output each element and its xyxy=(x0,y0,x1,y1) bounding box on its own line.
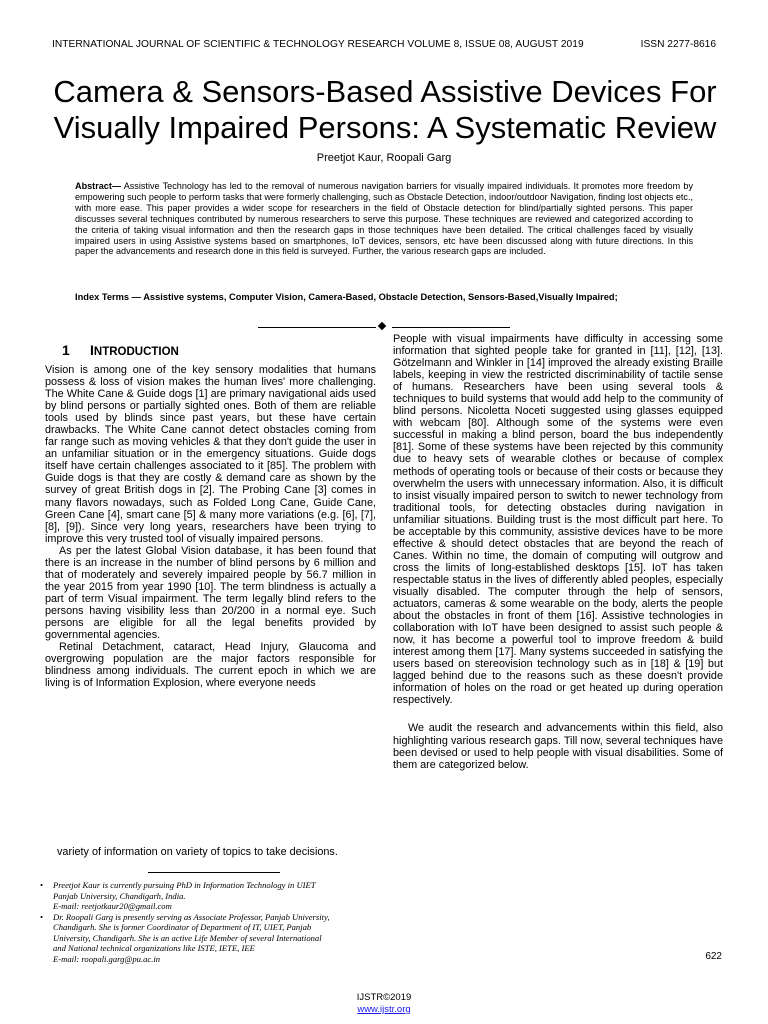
footnote-email: E-mail: roopali.garg@pu.ac.in xyxy=(53,953,161,964)
title-line-1: Camera & Sensors-Based Assistive Devices For xyxy=(53,74,717,109)
section-heading xyxy=(62,342,179,358)
journal-header: INTERNATIONAL JOURNAL OF SCIENTIFIC & TECHNOLOGY RESEARCH VOLUME 8, ISSUE 08, AUGUST 2019 xyxy=(52,39,584,50)
left-paragraph-1: Vision is among one of the key sensory modalities that humans possess & loss of vision makes the human lives' more challenging. The White Cane & Guide dogs [1] are primary navigational aids used by blind persons or partially sighted ones. Both of them are reliable tools used by blinds since past years, but these have certain drawbacks. The White Cane cannot detect obstacles coming from far range such as moving vehicles & that they don't guide the user in an unfamiliar situation or in the emergency situations. Guide dogs itself have certain challenges associated to it [85]. The problem with Guide dogs is that they are costly & demand care as shown by the survey of great British dogs in [2]. The Probing Cane [3] comes in many flavors nowadays, such as Folded Long Cane, Guide Cane, Green Cane [4], smart cane [5] & many more variations (e.g. [6], [7], [8], [9]). Since very long years, researchers have been trying to improve this very trusted tool of visually impaired persons. xyxy=(45,364,376,545)
diamond-icon xyxy=(378,322,386,330)
footer-link[interactable]: www.ijstr.org xyxy=(357,1004,411,1015)
page-number: 622 xyxy=(705,951,722,962)
left-paragraph-3: Retinal Detachment, cataract, Head Injury, Glaucoma and overgrowing population are the major factors responsible for blindness among individuals. The current epoch in which we are living is of Information Explosion, where everyone needs xyxy=(45,641,376,690)
footnote-line: Dr. Roopali Garg is presently serving as Associate Professor, Panjab University, xyxy=(53,911,330,922)
section-title-rest: NTRODUCTION xyxy=(93,346,179,358)
footnotes xyxy=(38,880,383,964)
footnote-email: E-mail: reetjotkaur20@gmail.com xyxy=(53,901,172,911)
abstract-label: Abstract— xyxy=(75,181,121,191)
footnote-bullet: • xyxy=(40,911,44,922)
title-line-2: Visually Impaired Persons: A Systematic Review xyxy=(53,110,717,145)
footnote-1 xyxy=(38,880,383,912)
index-terms: Index Terms — Assistive systems, Computer Vision, Camera-Based, Obstacle Detection, Sensors-Based,Visually Impaired; xyxy=(75,292,618,302)
right-paragraph-2: We audit the research and advancements within this field, also highlighting various research gaps. Till now, several techniques have been devised or used to help people with visual disabilities. Some of them are categorized below. xyxy=(393,722,723,771)
left-column xyxy=(45,364,376,689)
issn-label: ISSN 2277-8616 xyxy=(640,39,716,50)
right-paragraph-1: People with visual impairments have difficulty in accessing some information that sighted people take for granted in [11], [12], [13]. Götzelmann and Winkler in [14] improved the already existing Braille labels, keeping in view the restricted discriminability of tactile sense of humans. Researchers have been using several tools & techniques to build systems that would add help to the community of blind persons. Nicoletta Noceti suggested using glasses equipped with webcam [80]. Although some of the systems were even successful in making a blind person, board the bus independently [81]. Some of these systems have been rejected by this community due to heavy sets of wearable clothes or because of complex methods of operating tools or because of their costs or because they overwhelm the users with unnecessary information. Also, it is difficult to insist visually impaired person to switch to newer technology from traditional tools, for detecting obstacles during navigation in unfamiliar situations. Building trust is the most difficult part here. To be acceptable by this community, assistive devices have to be more effective & should detect obstacles that are beyond the reach of Canes. Within no time, the domain of computing will outgrow and cross the limits of long-established desktops [15]. IoT has taken respectable status in the lives of differently abled peoples, especially visually disabled. The computer through the help of sensors, actuators, cameras & some wearable on the body, alerts the people about the obstacles in front of them [16]. Assistive technologies in collaboration with IoT have been designed to assist such people & now, it has become a powerful tool to improve freedom & build interest among them [17]. Many systems succeeded in satisfying the users based on stereovision technology such as in [18] & [19] but lagged behind due to the reasons such as these doesn't provide information of holes on the road or get heated up during operation respectively. xyxy=(393,333,723,707)
footnote-2 xyxy=(38,912,383,965)
footnote-line: and National technical organizations like ISTE, IETE, IEE xyxy=(53,943,255,953)
section-divider xyxy=(258,322,510,332)
abstract xyxy=(75,181,693,257)
footnote-line: Chandigarh. She is former Coordinator of Department of IT, UIET, Panjab xyxy=(53,922,312,932)
footnote-line: University, Chandigarh. She is an active Life Member of several International xyxy=(53,932,322,943)
section-title-initial: I xyxy=(90,342,94,358)
abstract-text: Assistive Technology has led to the removal of numerous navigation barriers for visually impaired individuals. It promotes more freedom by empowering such people to perform tasks that were formerly challenging, such as Obstacle Detection, indoor/outdoor Navigation, finding lost objects etc., with more ease. This paper provides a wider scope for researchers in the field of Obstacle detection for blind/partially sighted persons. This paper discusses several techniques contributed by numerous researchers to serve this purpose. These techniques are reviewed and categorized according to the criteria of taking visual information and then the research gaps in those techniques have been detailed. The critical challenges faced by visually impaired users in using Assistive systems based on smartphones, IoT devices, sensors, etc have been discussed along with future directions. In this paper the advancements and research done in this field is surveyed. Further, the various research gaps are included. xyxy=(75,181,693,257)
right-column xyxy=(393,333,723,771)
left-paragraph-continuation: variety of information on variety of topics to take decisions. xyxy=(57,846,338,858)
footnote-line: Preetjot Kaur is currently pursuing PhD in Information Technology in UIET xyxy=(53,880,316,890)
paper-title xyxy=(40,74,730,146)
authors: Preetjot Kaur, Roopali Garg xyxy=(316,152,452,164)
footnote-bullet: • xyxy=(40,880,44,890)
footer-copyright: IJSTR©2019 xyxy=(356,992,412,1003)
left-paragraph-2: As per the latest Global Vision database, it has been found that there is an increase in the number of blind persons by 6 million and that of moderately and severely impaired people by 56.7 million in the year 2015 from year 1990 [10]. The term blindness is actually a part of term Visual impairment. The term legally blind refers to the persons having visibility less than 20/200 in a normal eye. Such persons are eligible for all the legal benefits provided by governmental agencies. xyxy=(45,544,376,642)
footnote-line: Panjab University, Chandigarh, India. xyxy=(53,890,186,901)
section-number: 1 xyxy=(62,342,70,358)
footnote-rule xyxy=(148,872,280,873)
